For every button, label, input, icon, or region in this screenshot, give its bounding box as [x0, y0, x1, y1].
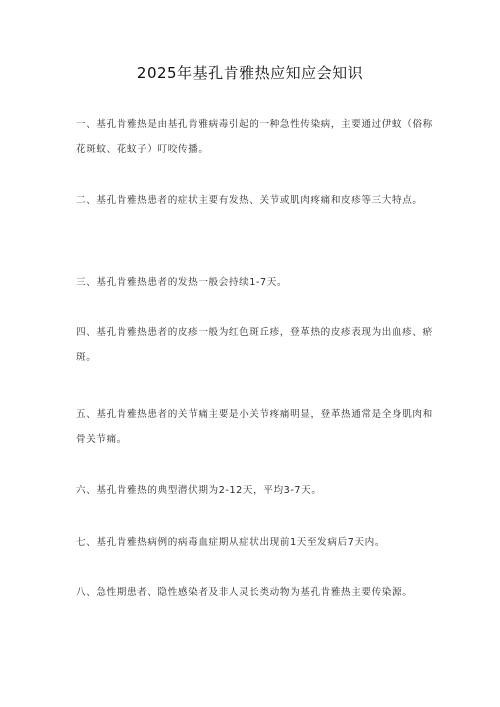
knowledge-item-5: 五、基孔肯雅热患者的关节痛主要是小关节疼痛明显，登革热通常是全身肌肉和骨关节痛。: [76, 409, 433, 445]
knowledge-item-2: 二、基孔肯雅热患者的症状主要有发热、关节或肌肉疼痛和皮疹等三大特点。: [76, 195, 423, 206]
knowledge-item-7: 七、基孔肯雅热病例的病毒血症期从症状出现前1天至发病后7天内。: [76, 537, 386, 548]
knowledge-item-6: 六、基孔肯雅热的典型潜伏期为2-12天，平均3-7天。: [76, 485, 322, 496]
knowledge-item-4: 四、基孔肯雅热患者的皮疹一般为红色斑丘疹，登革热的皮疹表现为出血疹、瘀斑。: [76, 327, 433, 363]
knowledge-item-3: 三、基孔肯雅热患者的发热一般会持续1-7天。: [76, 277, 288, 288]
knowledge-item-1: 一、基孔肯雅热是由基孔肯雅病毒引起的一种急性传染病，主要通过伊蚊（俗称花斑蚊、花蚊子）叮咬传播。: [76, 119, 433, 155]
document-title: 2025年基孔肯雅热应知应会知识: [136, 64, 364, 82]
knowledge-item-8: 八、急性期患者、隐性感染者及非人灵长类动物为基孔肯雅热主要传染源。: [76, 587, 413, 598]
